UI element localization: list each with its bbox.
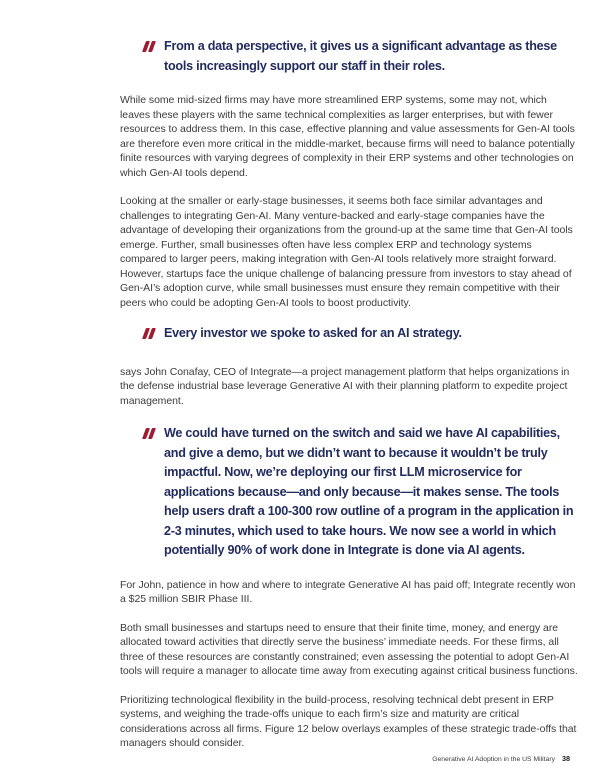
paragraph-john-conafay-attribution: says John Conafay, CEO of Integrate—a project management platform that helps organizations in the defense industrial base leverage Generative AI with their planning platform to expedite project management.: [120, 365, 570, 407]
page-number: 38: [562, 754, 570, 763]
paragraph-sbir-phase-iii: For John, patience in how and where to integrate Generative AI has paid off; Integrate recently won a $25 million SBIR Phase III.: [120, 578, 576, 605]
double-quote-icon: [142, 328, 156, 339]
double-quote-icon: [142, 41, 156, 52]
footer-title: Generative AI Adoption in the US Military: [432, 756, 555, 763]
paragraph-strategic-tradeoffs: Prioritizing technological flexibility in the build-process, resolving technical debt present in ERP systems, and weighing the trade-offs unique to each firm’s size and maturity are critical considerations across all firms. Figure 12 below overlays examples of these strategic trade-offs that managers should consider.: [120, 693, 577, 749]
pull-quote-3-text: We could have turned on the switch and said we have AI capabilities, and give a demo, but we didn’t want to because it wouldn’t be truly impactful. Now, we’re deploying our first LLM microservice for applications because—and only because—it makes sense. The tools help users draft a 100-300 row outline of a program in the application in 2-3 minutes, which used to take hours. We now see a world in which potentially 90% of work done in Integrate is done via AI agents.: [164, 426, 574, 557]
pull-quote-2: [144, 324, 578, 344]
paragraph-early-stage-businesses: Looking at the smaller or early-stage businesses, it seems both face similar advantages and challenges to integrating Gen-AI. Many venture-backed and early-stage companies have the advantage of developing their organizations from the ground-up at the same time that Gen-AI tools emerge. Further, small businesses often have less complex ERP and technology systems compared to larger peers, making integration with Gen-AI tools relatively more straight forward. However, startups face the unique challenge of balancing pressure from investors to stay ahead of Gen-AI’s adoption curve, while small businesses must ensure they remain competitive with their peers who could be adopting Gen-AI tools to boost productivity.: [120, 195, 573, 309]
page-footer: [432, 754, 570, 763]
pull-quote-2-text: Every investor we spoke to asked for an AI strategy.: [164, 326, 462, 340]
double-quote-icon: [142, 428, 156, 439]
pull-quote-3: [144, 424, 578, 561]
paragraph-mid-sized-firms: While some mid-sized firms may have more streamlined ERP systems, some may not, which leaves these players with the same technical complexities as larger enterprises, but with fewer resources to address them. In this case, effective planning and value assessments for Gen-AI tools are therefore even more critical in the middle-market, because firms will need to balance potentially finite resources with varying degrees of complexity in their ERP systems and other technologies on which Gen-AI tools depend.: [120, 94, 575, 179]
pull-quote-1-text: From a data perspective, it gives us a significant advantage as these tools increasingly support our staff in their roles.: [164, 39, 557, 73]
pull-quote-1: [144, 37, 578, 76]
paragraph-finite-resources: Both small businesses and startups need to ensure that their finite time, money, and energy are allocated toward activities that directly serve the business’ immediate needs. For these firms, all three of these resources are constantly constrained; even assessing the potential to adopt Gen-AI tools will require a manager to allocate time away from executing against critical business functions.: [120, 621, 578, 677]
